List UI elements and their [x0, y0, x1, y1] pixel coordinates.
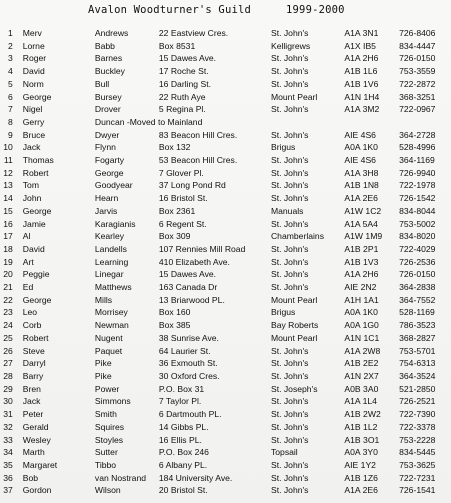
member-first-name: Art	[22, 256, 34, 267]
member-last-name: Kearley	[94, 231, 125, 242]
member-address: 16 Ellis PL.	[158, 434, 202, 445]
member-postal-code: A1A 2W8	[344, 345, 381, 356]
member-phone: 368-3251	[399, 91, 436, 102]
member-first-name: Steve	[22, 345, 45, 356]
member-number: 27	[3, 358, 13, 369]
member-city: St. John's	[270, 358, 309, 369]
member-first-name: Barry	[22, 370, 44, 381]
member-postal-code: A1B 1V3	[344, 256, 379, 267]
member-first-name: Peter	[22, 409, 44, 420]
member-number: 16	[3, 218, 13, 229]
member-phone: 528-4996	[399, 142, 436, 153]
member-phone: 364-7552	[399, 294, 436, 305]
member-last-name: Babb	[94, 40, 115, 51]
member-row	[0, 52, 451, 65]
member-address: Box 132	[158, 142, 191, 153]
membership-years: 1999-2000	[286, 4, 345, 16]
member-row	[0, 243, 451, 256]
member-city: St. John's	[270, 459, 309, 470]
member-first-name: Lorne	[22, 40, 45, 51]
member-row	[0, 345, 451, 358]
member-number: 9	[7, 129, 13, 140]
member-number: 10	[3, 142, 13, 153]
member-postal-code: A1W 1C2	[344, 205, 382, 216]
member-row	[0, 319, 451, 332]
member-address: Box 2361	[158, 205, 196, 216]
member-postal-code: A1A 3N1	[344, 28, 379, 38]
member-first-name: Al	[22, 231, 31, 242]
member-last-name: Tibbo	[94, 459, 117, 470]
member-city: St. John's	[270, 269, 309, 280]
member-number: 21	[3, 282, 13, 293]
member-city: Mount Pearl	[270, 294, 318, 305]
member-city: Mount Pearl	[270, 332, 318, 343]
member-address: 53 Beacon Hill Cres.	[158, 155, 238, 166]
member-address: 15 Dawes Ave.	[158, 269, 217, 280]
member-number: 24	[3, 320, 13, 331]
member-first-name: Robert	[22, 167, 49, 178]
member-postal-code: A1A 5A4	[344, 218, 378, 229]
member-first-name: Jack	[22, 396, 41, 407]
member-address: 6 Albany PL.	[158, 459, 208, 470]
member-city: Chamberlains	[270, 231, 324, 242]
member-postal-code: A1X IB5	[344, 40, 376, 51]
member-last-name: Jarvis	[94, 205, 118, 216]
member-city: Topsail	[270, 447, 298, 458]
member-row	[0, 154, 451, 167]
member-number: 15	[3, 205, 13, 216]
member-last-name: Paquet	[94, 345, 123, 356]
member-row	[0, 408, 451, 421]
member-row	[0, 167, 451, 180]
member-city: Manuals	[270, 205, 304, 216]
guild-name: Avalon Woodturner's Guild	[88, 4, 252, 16]
member-last-name: Mills	[94, 294, 113, 305]
member-first-name: Jack	[22, 142, 41, 153]
member-number: 26	[3, 345, 13, 356]
member-number: 5	[7, 78, 13, 89]
member-first-name: Peggie	[22, 269, 50, 280]
member-number: 30	[3, 396, 13, 407]
member-address: 17 Roche St.	[158, 66, 209, 77]
member-first-name: Darryl	[22, 358, 46, 369]
member-number: 13	[3, 180, 13, 191]
member-last-name: Landells	[94, 243, 127, 254]
member-phone: 364-1169	[399, 155, 435, 166]
member-phone: 368-2827	[399, 332, 436, 343]
member-row	[0, 332, 451, 345]
member-last-name: George	[94, 167, 124, 178]
member-row	[0, 129, 451, 142]
member-phone: 753-3559	[399, 66, 436, 77]
member-row	[0, 205, 451, 218]
member-postal-code: A1N 2X7	[344, 370, 379, 381]
member-row	[0, 459, 451, 472]
member-last-name: Bursey	[94, 91, 122, 102]
member-number: 14	[3, 193, 13, 204]
member-city: St. John's	[270, 409, 309, 420]
member-city: St. John's	[270, 345, 309, 356]
member-row	[0, 294, 451, 307]
member-row	[0, 141, 451, 154]
member-address: 107 Rennies Mill Road	[158, 243, 246, 254]
member-phone: 834-8020	[399, 231, 436, 242]
member-last-name: Simmons	[94, 396, 131, 407]
member-first-name: Gordon	[22, 485, 52, 496]
member-address: 5 Regina Pl.	[158, 104, 206, 115]
member-postal-code: A1B 1L6	[344, 66, 378, 77]
member-phone: 726-0150	[399, 269, 436, 280]
member-phone: 722-0967	[399, 104, 436, 115]
member-phone: 726-8406	[399, 28, 436, 38]
member-postal-code: A1A 2E6	[344, 485, 378, 496]
member-city: St. John's	[270, 129, 309, 140]
member-postal-code: A1B 2E2	[344, 358, 379, 369]
member-number: 18	[3, 243, 13, 254]
member-postal-code: A1A 1L4	[344, 396, 377, 407]
member-postal-code: A1N 1H4	[344, 91, 380, 102]
member-city: St. John's	[270, 256, 309, 267]
member-address: Box 385	[158, 320, 191, 331]
member-phone: 834-4447	[399, 40, 436, 51]
member-first-name: Leo	[22, 307, 38, 318]
member-row	[0, 484, 451, 497]
member-number: 33	[3, 434, 13, 445]
member-last-name: Pike	[94, 358, 112, 369]
member-phone: 726-2536	[399, 256, 436, 267]
member-first-name: Margaret	[22, 459, 58, 470]
member-city: Brigus	[270, 142, 296, 153]
member-number: 6	[7, 91, 13, 102]
member-phone: 753-5002	[399, 218, 436, 229]
member-row	[0, 192, 451, 205]
member-row	[0, 395, 451, 408]
member-address: 6 Regent St.	[158, 218, 207, 229]
member-row	[0, 179, 451, 192]
member-last-name: Power	[94, 383, 120, 394]
member-address: 13 Briarwood PL.	[158, 294, 225, 305]
member-first-name: Jamie	[22, 218, 46, 229]
member-postal-code: A1W 1M9	[344, 231, 383, 242]
member-address: 16 Darling St.	[158, 78, 211, 89]
member-phone: 528-1169	[399, 307, 435, 318]
member-postal-code: A1B 2W2	[344, 409, 381, 420]
member-address: 14 Gibbs PL.	[158, 421, 209, 432]
member-first-name: David	[22, 243, 45, 254]
member-address: P.O. Box 31	[158, 383, 205, 394]
member-address: 22 Eastview Cres.	[158, 28, 229, 38]
member-address: 83 Beacon Hill Cres.	[158, 129, 238, 140]
member-address: P.O. Box 246	[158, 447, 209, 458]
member-first-name: Bob	[22, 472, 39, 483]
member-row	[0, 357, 451, 370]
member-number: 29	[3, 383, 13, 394]
member-phone: 722-1978	[399, 180, 436, 191]
member-last-name: Bull	[94, 78, 110, 89]
member-last-name: Andrews	[94, 28, 129, 38]
member-row	[0, 230, 451, 243]
member-city: St. John's	[270, 421, 309, 432]
member-row	[0, 472, 451, 485]
member-last-name: van Nostrand	[94, 472, 147, 483]
member-address: 184 University Ave.	[158, 472, 233, 483]
member-last-name: Linegar	[94, 269, 124, 280]
member-phone: 722-7231	[399, 472, 436, 483]
member-address: 22 Ruth Aye	[158, 91, 206, 102]
member-city: St. John's	[270, 396, 309, 407]
member-postal-code: A1B 1V6	[344, 78, 379, 89]
member-phone: 754-6313	[399, 358, 436, 369]
member-phone: 364-2838	[399, 282, 436, 293]
member-last-name: Wilson	[94, 485, 121, 496]
member-row	[0, 78, 451, 91]
member-number: 4	[7, 66, 13, 77]
member-last-name: Barnes	[94, 53, 123, 64]
member-last-name: Stoyles	[94, 434, 124, 445]
member-postal-code: A0A 3Y0	[344, 447, 378, 458]
member-first-name: Roger	[22, 53, 47, 64]
member-phone: 834-8044	[399, 205, 436, 216]
member-city: St. John's	[270, 180, 309, 191]
member-postal-code: A1N 1C1	[344, 332, 380, 343]
member-number: 11	[3, 155, 13, 166]
member-postal-code: A1H 1A1	[344, 294, 379, 305]
member-city: St. John's	[270, 370, 309, 381]
member-postal-code: AIE 4S6	[344, 129, 376, 140]
member-phone: 722-2872	[399, 78, 436, 89]
member-number: 34	[3, 447, 13, 458]
member-last-name: Flynn	[94, 142, 116, 153]
member-first-name: Thomas	[22, 155, 54, 166]
member-first-name: Corb	[22, 320, 42, 331]
member-last-name: Duncan -Moved to Mainland	[94, 116, 203, 127]
member-address: Box 309	[158, 231, 191, 242]
member-row	[0, 256, 451, 269]
member-row	[0, 218, 451, 231]
member-city: Mount Pearl	[270, 91, 318, 102]
member-postal-code: A0A 1K0	[344, 142, 378, 153]
member-phone: 753-3625	[399, 459, 436, 470]
member-number: 22	[3, 294, 13, 305]
member-phone: 726-2521	[399, 396, 436, 407]
member-postal-code: A0A 1K0	[344, 307, 378, 318]
member-address: 37 Long Pond Rd	[158, 180, 226, 191]
member-row	[0, 40, 451, 53]
member-phone: 786-3523	[399, 320, 436, 331]
member-last-name: Newman	[94, 320, 129, 331]
member-table-body	[0, 27, 451, 497]
member-first-name: Nigel	[22, 104, 43, 115]
member-postal-code: A1A 3H8	[344, 167, 379, 178]
member-city: St. John's	[270, 53, 309, 64]
member-first-name: John	[22, 193, 42, 204]
member-postal-code: A1B 1N8	[344, 180, 379, 191]
member-last-name: Matthews	[94, 282, 132, 293]
member-address: 7 Taylor Pl.	[158, 396, 202, 407]
member-number: 36	[3, 472, 13, 483]
member-phone: 834-5445	[399, 447, 436, 458]
member-city: St. John's	[270, 167, 309, 178]
member-phone: 722-4029	[399, 243, 436, 254]
member-postal-code: A1A 2E6	[344, 193, 378, 204]
member-address: 410 Elizabeth Ave.	[158, 256, 230, 267]
member-number: 3	[7, 53, 13, 64]
member-postal-code: A1A 2H6	[344, 269, 379, 280]
member-number: 1	[7, 28, 13, 38]
member-row	[0, 446, 451, 459]
member-postal-code: A0B 3A0	[344, 383, 379, 394]
member-number: 2	[7, 40, 13, 51]
member-address: 6 Dartmouth PL.	[158, 409, 222, 420]
member-phone: 364-3524	[399, 370, 436, 381]
member-address: 20 Bristol St.	[158, 485, 208, 496]
member-row	[0, 306, 451, 319]
member-postal-code: AIE 4S6	[344, 155, 376, 166]
member-city: St. John's	[270, 282, 309, 293]
member-address: 36 Exmouth St.	[158, 358, 218, 369]
member-city: St. John's	[270, 485, 309, 496]
member-row	[0, 91, 451, 104]
member-address: 15 Dawes Ave.	[158, 53, 217, 64]
member-last-name: Nugent	[94, 332, 123, 343]
member-first-name: Gerald	[22, 421, 49, 432]
member-number: 28	[3, 370, 13, 381]
member-first-name: Bren	[22, 383, 41, 394]
member-row	[0, 434, 451, 447]
member-last-name: Drover	[94, 104, 121, 115]
member-city: St. John's	[270, 104, 309, 115]
member-city: St. John's	[270, 66, 309, 77]
member-city: St. John's	[270, 28, 309, 38]
member-phone: 726-9940	[399, 167, 436, 178]
member-first-name: Norm	[22, 78, 44, 89]
member-row	[0, 116, 451, 129]
member-first-name: Ed	[22, 282, 34, 293]
member-postal-code: A1B 2P1	[344, 243, 379, 254]
member-postal-code: A0A 1G0	[344, 320, 379, 331]
member-phone: 521-2850	[399, 383, 436, 394]
member-number: 20	[3, 269, 13, 280]
member-number: 19	[3, 256, 13, 267]
member-row	[0, 421, 451, 434]
member-last-name: Goodyear	[94, 180, 133, 191]
member-last-name: Morrisey	[94, 307, 128, 318]
member-first-name: Bruce	[22, 129, 46, 140]
member-number: 23	[3, 307, 13, 318]
member-address: 163 Canada Dr	[158, 282, 218, 293]
member-postal-code: A1B 3O1	[344, 434, 380, 445]
member-postal-code: AIE 1Y2	[344, 459, 376, 470]
member-number: 25	[3, 332, 13, 343]
member-last-name: Learning	[94, 256, 129, 267]
member-last-name: Squires	[94, 421, 125, 432]
member-row	[0, 281, 451, 294]
member-city: St. John's	[270, 78, 309, 89]
member-address: 16 Bristol St.	[158, 193, 208, 204]
member-number: 35	[3, 459, 13, 470]
member-first-name: George	[22, 205, 52, 216]
member-last-name: Buckley	[94, 66, 125, 77]
member-last-name: Smith	[94, 409, 117, 420]
member-number: 8	[7, 116, 13, 127]
member-first-name: Robert	[22, 332, 49, 343]
member-address: 64 Laurier St.	[158, 345, 211, 356]
member-last-name: Hearn	[94, 193, 119, 204]
member-first-name: George	[22, 91, 52, 102]
member-phone: 753-5701	[399, 345, 436, 356]
member-address: 30 Oxford Cres.	[158, 370, 220, 381]
member-first-name: Marth	[22, 447, 45, 458]
member-last-name: Dwyer	[94, 129, 120, 140]
member-row	[0, 103, 451, 116]
member-number: 17	[3, 231, 13, 242]
member-row	[0, 65, 451, 78]
member-first-name: David	[22, 66, 45, 77]
member-first-name: Wesley	[22, 434, 51, 445]
member-postal-code: A1A 3M2	[344, 104, 380, 115]
member-number: 37	[3, 485, 13, 496]
member-phone: 364-2728	[399, 129, 436, 140]
member-city: Kelligrews	[270, 40, 311, 51]
member-city: St. John's	[270, 472, 309, 483]
member-first-name: Merv	[22, 28, 42, 38]
member-first-name: Tom	[22, 180, 39, 191]
member-number: 32	[3, 421, 13, 432]
member-address: Box 160	[158, 307, 191, 318]
member-number: 7	[7, 104, 13, 115]
member-phone: 722-7390	[399, 409, 436, 420]
member-city: St. John's	[270, 155, 309, 166]
member-last-name: Pike	[94, 370, 112, 381]
member-address: 38 Sunrise Ave.	[158, 332, 219, 343]
member-postal-code: A1A 2H6	[344, 53, 379, 64]
member-postal-code: AIE 2N2	[344, 282, 377, 293]
member-first-name: George	[22, 294, 52, 305]
member-city: St. John's	[270, 243, 309, 254]
member-row	[0, 27, 451, 40]
member-last-name: Karagianis	[94, 218, 136, 229]
member-first-name: Gerry	[22, 116, 45, 127]
member-city: Brigus	[270, 307, 296, 318]
member-phone: 722-3378	[399, 421, 436, 432]
member-number: 12	[3, 167, 13, 178]
member-row	[0, 268, 451, 281]
member-row	[0, 383, 451, 396]
member-city: St. John's	[270, 218, 309, 229]
member-city: St. John's	[270, 434, 309, 445]
member-phone: 726-1542	[399, 193, 436, 204]
member-last-name: Fogarty	[94, 155, 125, 166]
member-postal-code: A1B 1L2	[344, 421, 378, 432]
member-number: 31	[3, 409, 13, 420]
member-postal-code: A1B 1Z6	[344, 472, 378, 483]
member-phone: 726-1541	[399, 485, 436, 496]
member-city: Bay Roberts	[270, 320, 319, 331]
member-address: Box 8531	[158, 40, 196, 51]
member-address: 7 Glover Pl.	[158, 167, 204, 178]
member-city: St. John's	[270, 193, 309, 204]
member-city: St. Joseph's	[270, 383, 318, 394]
member-row	[0, 370, 451, 383]
member-last-name: Sutter	[94, 447, 118, 458]
member-phone: 753-2228	[399, 434, 436, 445]
member-table	[0, 27, 451, 497]
member-phone: 726-0150	[399, 53, 436, 64]
